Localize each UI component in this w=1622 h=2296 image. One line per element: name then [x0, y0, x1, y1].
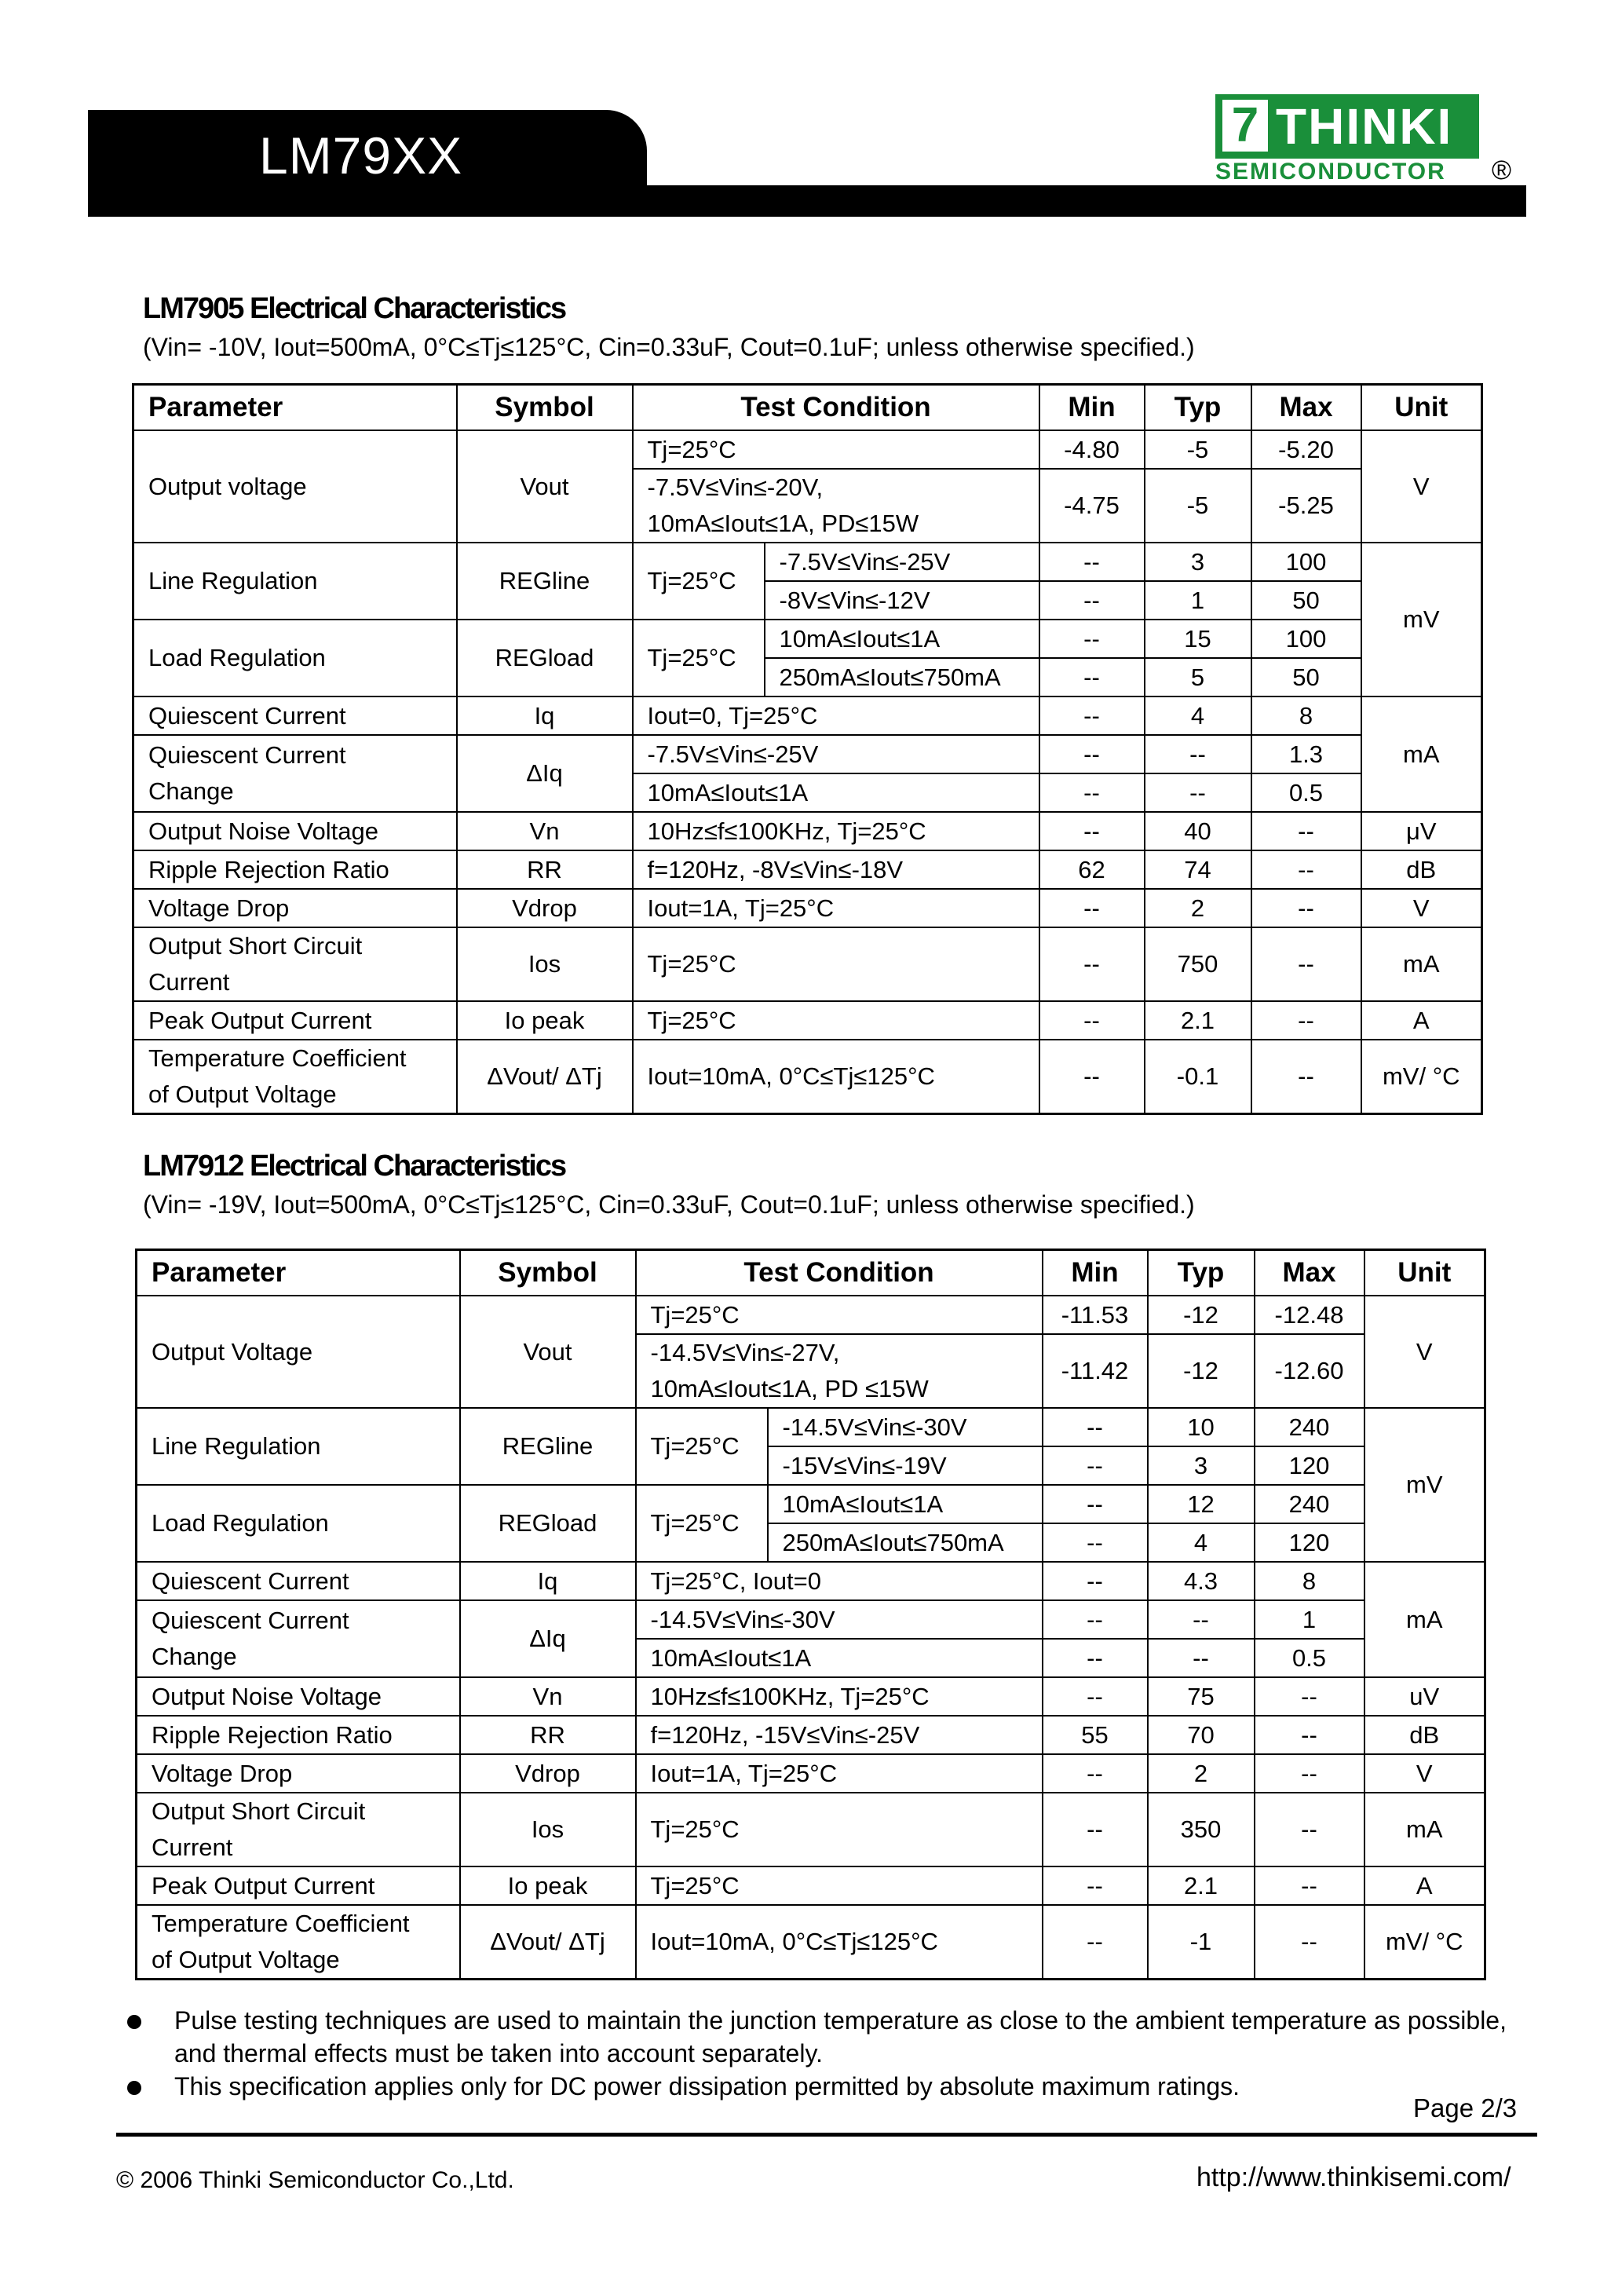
- unit-cell: V: [1361, 889, 1482, 927]
- min-cell: --: [1039, 543, 1145, 581]
- param-line: Quiescent Current: [148, 741, 346, 769]
- symbol-cell: REGload: [460, 1485, 636, 1562]
- condition-cell: [633, 469, 1039, 543]
- table-row: [137, 1485, 1485, 1523]
- max-cell: --: [1251, 850, 1361, 889]
- table-row: [133, 927, 1482, 1001]
- condition-cell: Tj=25°C, Iout=0: [636, 1562, 1043, 1600]
- min-cell: --: [1043, 1754, 1148, 1793]
- condition-cell: -8V≤Vin≤-12V: [765, 581, 1039, 620]
- website-link[interactable]: http://www.thinkisemi.com/: [1196, 2163, 1511, 2192]
- table-header-row: [137, 1250, 1485, 1296]
- min-cell: --: [1039, 927, 1145, 1001]
- param-cell: [133, 735, 457, 812]
- unit-cell: dB: [1364, 1716, 1485, 1754]
- max-cell: 1.3: [1251, 735, 1361, 773]
- typ-cell: 3: [1148, 1446, 1255, 1485]
- typ-cell: 2: [1145, 889, 1251, 927]
- header-test-condition: Test Condition: [633, 385, 1039, 431]
- condition-line: -7.5V≤Vin≤-20V,: [647, 473, 824, 501]
- max-cell: --: [1255, 1793, 1364, 1866]
- unit-cell: A: [1361, 1001, 1482, 1040]
- bullet-icon: [127, 2015, 141, 2029]
- param-line: of Output Voltage: [152, 1946, 340, 1973]
- registered-mark: ®: [1492, 155, 1512, 185]
- condition-cell: 10mA≤Iout≤1A: [765, 620, 1039, 658]
- param-cell: Ripple Rejection Ratio: [137, 1716, 460, 1754]
- typ-cell: 15: [1145, 620, 1251, 658]
- table-row: [133, 696, 1482, 735]
- param-line: Temperature Coefficient: [148, 1044, 407, 1072]
- symbol-cell: Vdrop: [460, 1754, 636, 1793]
- symbol-cell: Iq: [457, 696, 633, 735]
- min-cell: --: [1039, 581, 1145, 620]
- table-row: [133, 1040, 1482, 1114]
- param-cell: Ripple Rejection Ratio: [133, 850, 457, 889]
- condition-cell: Tj=25°C: [636, 1296, 1043, 1334]
- condition-cell: Tj=25°C: [636, 1866, 1043, 1905]
- typ-cell: 5: [1145, 658, 1251, 696]
- min-cell: -11.53: [1043, 1296, 1148, 1334]
- condition-cell: Tj=25°C: [633, 430, 1039, 469]
- min-cell: --: [1043, 1793, 1148, 1866]
- note-pulse-testing: Pulse testing techniques are used to maintain the junction temperature as close to the ambient temperature as possible, and thermal effects must be taken into account separately.: [174, 2006, 1507, 2067]
- max-cell: --: [1251, 812, 1361, 850]
- typ-cell: 750: [1145, 927, 1251, 1001]
- min-cell: --: [1043, 1866, 1148, 1905]
- min-cell: --: [1043, 1905, 1148, 1980]
- symbol-cell: Io peak: [460, 1866, 636, 1905]
- unit-cell: mA: [1364, 1562, 1485, 1677]
- param-cell: Line Regulation: [133, 543, 457, 620]
- min-cell: --: [1043, 1562, 1148, 1600]
- param-line: Quiescent Current: [152, 1607, 349, 1634]
- min-cell: --: [1039, 1040, 1145, 1114]
- max-cell: 100: [1251, 620, 1361, 658]
- condition-line: 10mA≤Iout≤1A, PD ≤15W: [650, 1375, 929, 1402]
- unit-cell: mV/ °C: [1361, 1040, 1482, 1114]
- typ-cell: 4.3: [1148, 1562, 1255, 1600]
- param-line: Current: [152, 1834, 233, 1861]
- typ-cell: 74: [1145, 850, 1251, 889]
- param-cell: Load Regulation: [137, 1485, 460, 1562]
- condition-cell: [636, 1334, 1043, 1408]
- typ-cell: 350: [1148, 1793, 1255, 1866]
- typ-cell: -5: [1145, 430, 1251, 469]
- table-row: [137, 1408, 1485, 1446]
- symbol-cell: Vn: [457, 812, 633, 850]
- table-row: [133, 735, 1482, 773]
- typ-cell: 4: [1145, 696, 1251, 735]
- table-row: [137, 1716, 1485, 1754]
- max-cell: -12.48: [1255, 1296, 1364, 1334]
- symbol-cell: Ios: [457, 927, 633, 1001]
- table-row: [137, 1296, 1485, 1334]
- max-cell: 50: [1251, 581, 1361, 620]
- condition-cell: 250mA≤Iout≤750mA: [765, 658, 1039, 696]
- param-cell: [137, 1793, 460, 1866]
- condition-cell: 10Hz≤f≤100KHz, Tj=25°C: [633, 812, 1039, 850]
- table-row: [137, 1905, 1485, 1980]
- condition-cell: -15V≤Vin≤-19V: [768, 1446, 1043, 1485]
- min-cell: 55: [1043, 1716, 1148, 1754]
- lm7912-table: [135, 1249, 1486, 1980]
- condition-tj-cell: Tj=25°C: [633, 620, 765, 696]
- param-cell: Load Regulation: [133, 620, 457, 696]
- header-parameter: Parameter: [133, 385, 457, 431]
- condition-cell: Tj=25°C: [636, 1793, 1043, 1866]
- table-row: [133, 850, 1482, 889]
- unit-cell: mV: [1364, 1408, 1485, 1562]
- param-cell: Voltage Drop: [137, 1754, 460, 1793]
- page-number: Page 2/3: [1413, 2093, 1518, 2122]
- max-cell: -5.20: [1251, 430, 1361, 469]
- condition-tj-cell: Tj=25°C: [636, 1408, 768, 1485]
- symbol-cell: REGline: [457, 543, 633, 620]
- typ-cell: -0.1: [1145, 1040, 1251, 1114]
- typ-cell: 2.1: [1145, 1001, 1251, 1040]
- max-cell: 120: [1255, 1446, 1364, 1485]
- min-cell: -11.42: [1043, 1334, 1148, 1408]
- param-cell: Peak Output Current: [133, 1001, 457, 1040]
- min-cell: --: [1039, 1001, 1145, 1040]
- max-cell: 8: [1255, 1562, 1364, 1600]
- symbol-cell: Io peak: [457, 1001, 633, 1040]
- condition-line: -14.5V≤Vin≤-27V,: [650, 1339, 840, 1366]
- typ-cell: --: [1145, 773, 1251, 812]
- max-cell: --: [1251, 927, 1361, 1001]
- condition-cell: Iout=1A, Tj=25°C: [633, 889, 1039, 927]
- param-cell: Voltage Drop: [133, 889, 457, 927]
- symbol-cell: REGline: [460, 1408, 636, 1485]
- max-cell: -12.60: [1255, 1334, 1364, 1408]
- param-line: Change: [148, 777, 234, 805]
- condition-cell: f=120Hz, -15V≤Vin≤-25V: [636, 1716, 1043, 1754]
- lm7905-table: [132, 383, 1483, 1115]
- param-line: Output Short Circuit: [148, 932, 363, 960]
- param-cell: Output voltage: [133, 430, 457, 543]
- symbol-cell: RR: [460, 1716, 636, 1754]
- table-row: [133, 620, 1482, 658]
- max-cell: -5.25: [1251, 469, 1361, 543]
- header-parameter: Parameter: [137, 1250, 460, 1296]
- param-line: Current: [148, 968, 230, 996]
- param-line: of Output Voltage: [148, 1080, 337, 1108]
- symbol-cell: Vout: [457, 430, 633, 543]
- unit-cell: mA: [1364, 1793, 1485, 1866]
- table-row: [137, 1793, 1485, 1866]
- table-row: [137, 1677, 1485, 1716]
- typ-cell: 70: [1148, 1716, 1255, 1754]
- logo-mark: 7: [1222, 100, 1268, 152]
- max-cell: 1: [1255, 1600, 1364, 1639]
- condition-cell: 10Hz≤f≤100KHz, Tj=25°C: [636, 1677, 1043, 1716]
- min-cell: --: [1039, 889, 1145, 927]
- condition-cell: 250mA≤Iout≤750mA: [768, 1523, 1043, 1562]
- header-symbol: Symbol: [460, 1250, 636, 1296]
- symbol-cell: RR: [457, 850, 633, 889]
- param-cell: Output Voltage: [137, 1296, 460, 1408]
- condition-cell: Iout=10mA, 0°C≤Tj≤125°C: [636, 1905, 1043, 1980]
- param-cell: Quiescent Current: [133, 696, 457, 735]
- header-max: Max: [1255, 1250, 1364, 1296]
- symbol-cell: ΔIq: [457, 735, 633, 812]
- table-row: [133, 889, 1482, 927]
- typ-cell: 12: [1148, 1485, 1255, 1523]
- typ-cell: -1: [1148, 1905, 1255, 1980]
- symbol-cell: Vdrop: [457, 889, 633, 927]
- unit-cell: uV: [1364, 1677, 1485, 1716]
- min-cell: --: [1039, 696, 1145, 735]
- table-header-row: [133, 385, 1482, 431]
- max-cell: 120: [1255, 1523, 1364, 1562]
- condition-cell: f=120Hz, -8V≤Vin≤-18V: [633, 850, 1039, 889]
- header-test-condition: Test Condition: [636, 1250, 1043, 1296]
- max-cell: --: [1251, 1040, 1361, 1114]
- typ-cell: 40: [1145, 812, 1251, 850]
- table-row: [137, 1562, 1485, 1600]
- symbol-cell: Iq: [460, 1562, 636, 1600]
- condition-cell: Iout=0, Tj=25°C: [633, 696, 1039, 735]
- header-min: Min: [1043, 1250, 1148, 1296]
- param-line: Change: [152, 1643, 237, 1670]
- max-cell: --: [1255, 1677, 1364, 1716]
- condition-cell: -14.5V≤Vin≤-30V: [636, 1600, 1043, 1639]
- min-cell: --: [1043, 1600, 1148, 1639]
- table-row: [137, 1866, 1485, 1905]
- param-cell: [137, 1600, 460, 1677]
- thinki-logo: [1215, 94, 1529, 188]
- typ-cell: --: [1148, 1600, 1255, 1639]
- unit-cell: μV: [1361, 812, 1482, 850]
- header-typ: Typ: [1148, 1250, 1255, 1296]
- typ-cell: 2: [1148, 1754, 1255, 1793]
- header-max: Max: [1251, 385, 1361, 431]
- unit-cell: mV: [1361, 543, 1482, 696]
- min-cell: --: [1043, 1639, 1148, 1677]
- lm7912-conditions: (Vin= -19V, Iout=500mA, 0°C≤Tj≤125°C, Cin=0.33uF, Cout=0.1uF; unless otherwise specified.): [143, 1190, 1195, 1219]
- max-cell: 50: [1251, 658, 1361, 696]
- table-row: [133, 543, 1482, 581]
- lm7905-title: LM7905 Electrical Characteristics: [143, 292, 566, 325]
- symbol-cell: REGload: [457, 620, 633, 696]
- param-cell: Output Noise Voltage: [133, 812, 457, 850]
- max-cell: --: [1255, 1866, 1364, 1905]
- max-cell: 0.5: [1255, 1639, 1364, 1677]
- logo-name: THINKI: [1276, 98, 1453, 155]
- param-line: Temperature Coefficient: [152, 1910, 410, 1937]
- unit-cell: A: [1364, 1866, 1485, 1905]
- min-cell: 62: [1039, 850, 1145, 889]
- logo-box: [1215, 94, 1479, 159]
- typ-cell: --: [1148, 1639, 1255, 1677]
- min-cell: --: [1039, 620, 1145, 658]
- table-row: [137, 1754, 1485, 1793]
- unit-cell: V: [1364, 1296, 1485, 1408]
- param-cell: [133, 1040, 457, 1114]
- unit-cell: V: [1364, 1754, 1485, 1793]
- footer-rule: [116, 2133, 1537, 2137]
- max-cell: 100: [1251, 543, 1361, 581]
- document-title: LM79XX: [259, 126, 463, 185]
- header-symbol: Symbol: [457, 385, 633, 431]
- min-cell: --: [1043, 1408, 1148, 1446]
- typ-cell: -12: [1148, 1334, 1255, 1408]
- condition-cell: -14.5V≤Vin≤-30V: [768, 1408, 1043, 1446]
- param-cell: [137, 1905, 460, 1980]
- lm7905-conditions: (Vin= -10V, Iout=500mA, 0°C≤Tj≤125°C, Cin=0.33uF, Cout=0.1uF; unless otherwise specified.): [143, 333, 1195, 361]
- min-cell: --: [1043, 1485, 1148, 1523]
- min-cell: --: [1043, 1677, 1148, 1716]
- max-cell: 240: [1255, 1408, 1364, 1446]
- unit-cell: dB: [1361, 850, 1482, 889]
- table-row: [133, 1001, 1482, 1040]
- condition-cell: Iout=1A, Tj=25°C: [636, 1754, 1043, 1793]
- condition-line: 10mA≤Iout≤1A, PD≤15W: [647, 510, 919, 537]
- condition-cell: 10mA≤Iout≤1A: [768, 1485, 1043, 1523]
- bullet-icon: [127, 2081, 141, 2095]
- lm7912-title: LM7912 Electrical Characteristics: [143, 1150, 566, 1183]
- unit-cell: mA: [1361, 696, 1482, 812]
- unit-cell: mV/ °C: [1364, 1905, 1485, 1980]
- max-cell: --: [1255, 1905, 1364, 1980]
- symbol-cell: Vout: [460, 1296, 636, 1408]
- param-cell: Peak Output Current: [137, 1866, 460, 1905]
- header-unit: Unit: [1361, 385, 1482, 431]
- header-min: Min: [1039, 385, 1145, 431]
- min-cell: -4.75: [1039, 469, 1145, 543]
- max-cell: --: [1251, 889, 1361, 927]
- logo-subtitle: SEMICONDUCTOR: [1215, 159, 1446, 185]
- unit-cell: mA: [1361, 927, 1482, 1001]
- max-cell: 8: [1251, 696, 1361, 735]
- typ-cell: 1: [1145, 581, 1251, 620]
- symbol-cell: ΔVout/ ΔTj: [457, 1040, 633, 1114]
- header-unit: Unit: [1364, 1250, 1485, 1296]
- typ-cell: --: [1145, 735, 1251, 773]
- typ-cell: 4: [1148, 1523, 1255, 1562]
- condition-tj-cell: Tj=25°C: [636, 1485, 768, 1562]
- copyright: © 2006 Thinki Semiconductor Co.,Ltd.: [116, 2167, 514, 2193]
- typ-cell: -12: [1148, 1296, 1255, 1334]
- condition-cell: Tj=25°C: [633, 927, 1039, 1001]
- condition-cell: 10mA≤Iout≤1A: [636, 1639, 1043, 1677]
- condition-cell: Tj=25°C: [633, 1001, 1039, 1040]
- param-cell: [133, 927, 457, 1001]
- max-cell: --: [1255, 1716, 1364, 1754]
- condition-tj-cell: Tj=25°C: [633, 543, 765, 620]
- note-dc-power: This specification applies only for DC power dissipation permitted by absolute maximum ratings.: [174, 2072, 1240, 2100]
- min-cell: -4.80: [1039, 430, 1145, 469]
- min-cell: --: [1043, 1446, 1148, 1485]
- min-cell: --: [1039, 658, 1145, 696]
- param-cell: Line Regulation: [137, 1408, 460, 1485]
- min-cell: --: [1039, 812, 1145, 850]
- param-cell: Quiescent Current: [137, 1562, 460, 1600]
- typ-cell: 10: [1148, 1408, 1255, 1446]
- condition-cell: Iout=10mA, 0°C≤Tj≤125°C: [633, 1040, 1039, 1114]
- typ-cell: 2.1: [1148, 1866, 1255, 1905]
- min-cell: --: [1039, 773, 1145, 812]
- table-row: [133, 812, 1482, 850]
- max-cell: 0.5: [1251, 773, 1361, 812]
- condition-cell: 10mA≤Iout≤1A: [633, 773, 1039, 812]
- table-row: [133, 430, 1482, 469]
- min-cell: --: [1039, 735, 1145, 773]
- typ-cell: 75: [1148, 1677, 1255, 1716]
- table-row: [137, 1600, 1485, 1639]
- symbol-cell: Vn: [460, 1677, 636, 1716]
- condition-cell: -7.5V≤Vin≤-25V: [765, 543, 1039, 581]
- typ-cell: -5: [1145, 469, 1251, 543]
- condition-cell: -7.5V≤Vin≤-25V: [633, 735, 1039, 773]
- max-cell: --: [1255, 1754, 1364, 1793]
- symbol-cell: Ios: [460, 1793, 636, 1866]
- symbol-cell: ΔIq: [460, 1600, 636, 1677]
- min-cell: --: [1043, 1523, 1148, 1562]
- param-cell: Output Noise Voltage: [137, 1677, 460, 1716]
- param-line: Output Short Circuit: [152, 1797, 366, 1825]
- header-typ: Typ: [1145, 385, 1251, 431]
- symbol-cell: ΔVout/ ΔTj: [460, 1905, 636, 1980]
- max-cell: --: [1251, 1001, 1361, 1040]
- header-rule: [88, 185, 1526, 217]
- typ-cell: 3: [1145, 543, 1251, 581]
- unit-cell: V: [1361, 430, 1482, 543]
- max-cell: 240: [1255, 1485, 1364, 1523]
